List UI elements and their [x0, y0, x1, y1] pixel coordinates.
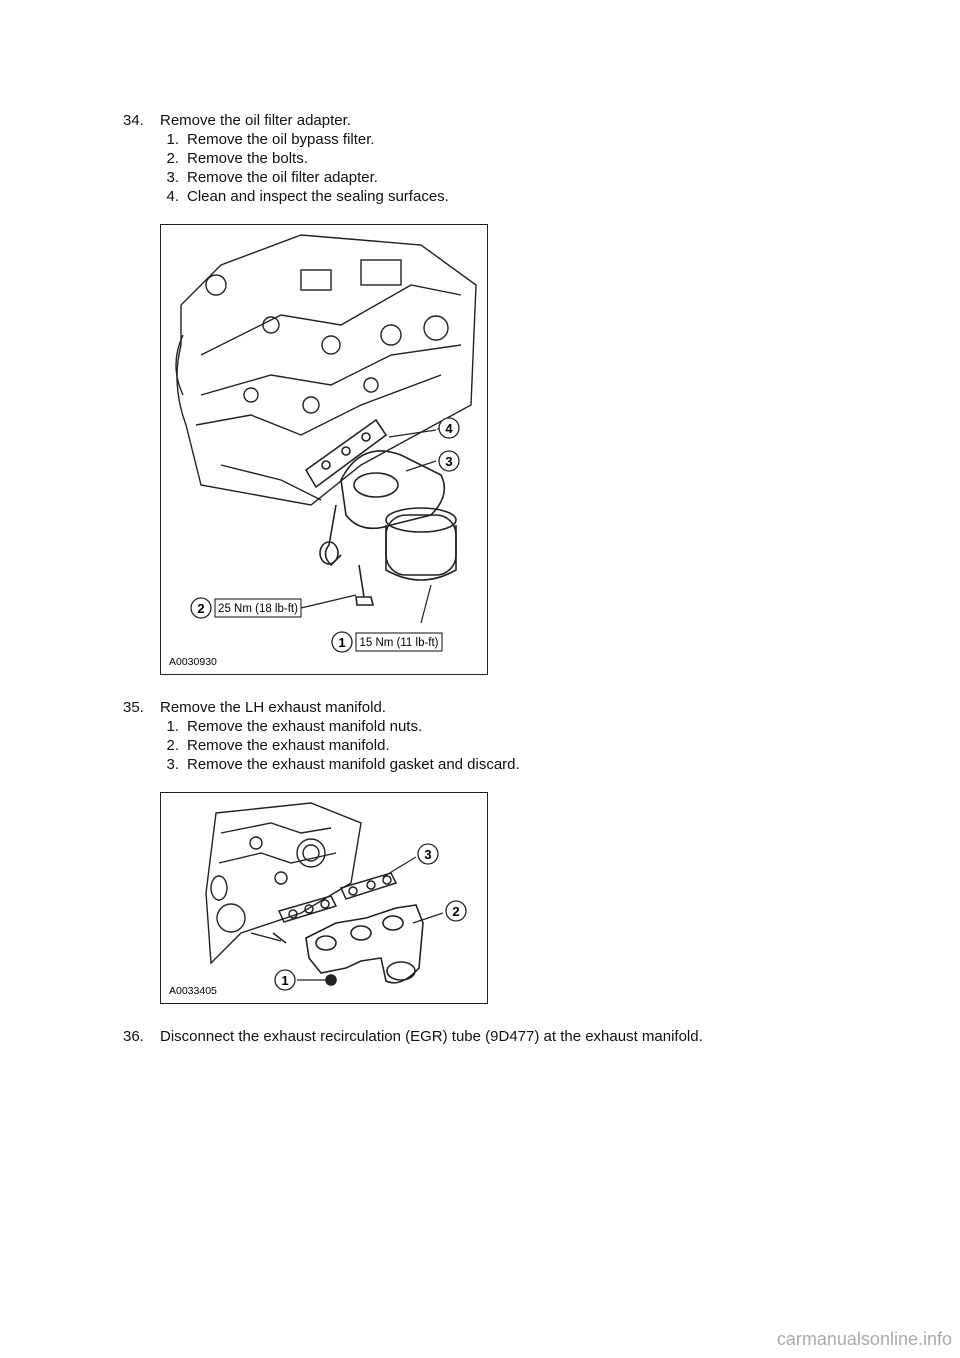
callout-2 [191, 598, 301, 618]
step-text: Disconnect the exhaust recirculation (EGR) tube (9D477) at the exhaust manifold. [160, 1028, 703, 1045]
callout-number: 1 [281, 973, 289, 988]
step-text: Remove the oil filter adapter. [160, 112, 351, 129]
callout-number: 2 [452, 904, 460, 919]
callout-1 [332, 632, 442, 652]
substep-text: Clean and inspect the sealing surfaces. [187, 188, 449, 205]
substep-number: 2. [166, 737, 179, 754]
callout-3 [418, 844, 438, 864]
oil-filter-adapter-drawing [306, 420, 456, 605]
figure-id: A0030930 [169, 656, 217, 668]
substep-text: Remove the exhaust manifold nuts. [187, 718, 423, 735]
callout-number: 4 [445, 421, 453, 436]
substep [157, 737, 390, 755]
substep [157, 188, 449, 206]
callout-3 [439, 451, 459, 471]
exhaust-manifold-illustration [161, 793, 487, 1003]
callout-number: 3 [424, 847, 432, 862]
substep-text: Remove the oil bypass filter. [187, 131, 375, 148]
torque-label-2: 25 Nm (18 lb-ft) [218, 603, 298, 615]
oil-filter-adapter-figure [160, 224, 488, 675]
substep-number: 2. [166, 150, 179, 167]
substep [157, 169, 378, 187]
substep-number: 1. [166, 131, 179, 148]
figure-id: A0033405 [169, 985, 217, 997]
torque-label-1: 15 Nm (11 lb-ft) [359, 637, 439, 649]
oil-filter-adapter-illustration [161, 225, 487, 674]
substep [157, 131, 375, 149]
step-number: 36. [123, 1028, 144, 1045]
engine-block-drawing [176, 235, 476, 505]
substep-text: Remove the oil filter adapter. [187, 169, 378, 186]
substep-number: 4. [166, 188, 179, 205]
substep-number: 1. [166, 718, 179, 735]
substep [157, 718, 422, 736]
callout-1 [275, 970, 295, 990]
exhaust-manifold-figure [160, 792, 488, 1004]
callout-2 [446, 901, 466, 921]
substep-text: Remove the bolts. [187, 150, 308, 167]
substep-number: 3. [166, 756, 179, 773]
watermark: carmanualsonline.info [776, 1329, 952, 1349]
substep-number: 3. [166, 169, 179, 186]
substep-text: Remove the exhaust manifold. [187, 737, 390, 754]
callout-number: 1 [338, 635, 346, 650]
engine-block-drawing [206, 803, 361, 963]
substep [157, 150, 308, 168]
substep-text: Remove the exhaust manifold gasket and discard. [187, 756, 520, 773]
step-number: 34. [123, 112, 144, 129]
step-text: Remove the LH exhaust manifold. [160, 699, 386, 716]
step-number: 35. [123, 699, 144, 716]
callout-number: 2 [197, 601, 205, 616]
substep [157, 756, 520, 774]
callout-number: 3 [445, 454, 453, 469]
